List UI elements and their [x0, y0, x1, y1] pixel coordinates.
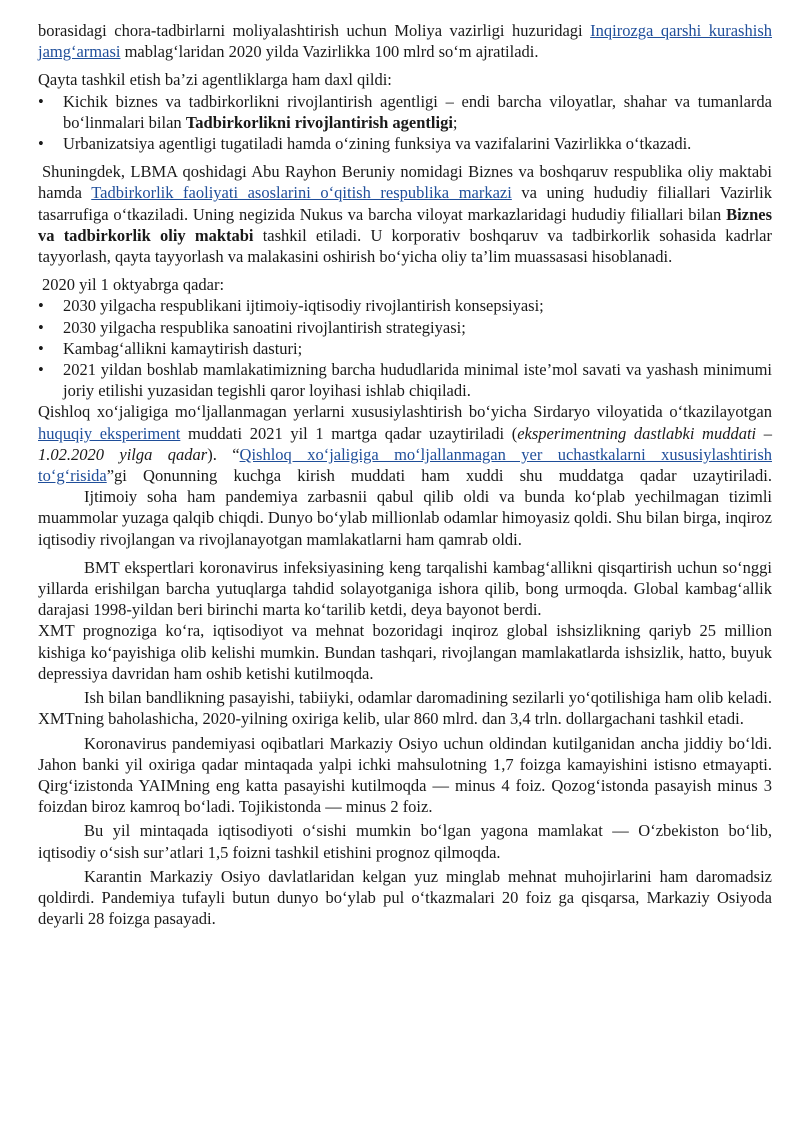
strategy-list	[38, 295, 772, 401]
paragraph-reorganization-intro: Qayta tashkil etish ba’zi agentliklarga ham daxl qildi:	[38, 70, 392, 90]
italic-text: eksperimentning dastlabki muddati – 1.02.2020 yilga qadar	[38, 423, 772, 464]
text-span: ;	[452, 112, 458, 132]
paragraph-deadline: 2020 yil 1 oktyabrga qadar:	[42, 275, 225, 295]
bullet-icon: •	[38, 338, 44, 358]
agency-list	[38, 91, 772, 155]
paragraph-un-experts: BMT ekspertlari koronavirus infeksiyasining keng tarqalishi kambag‘allikni qisqartirish uchun so‘nggi yillarda erishilgan barcha yutuqlarga tahdid solayotganiga ishora qilib, bong urmoqda. Global kambag‘allik darajasi 1998-yildan beri birinchi marta ko‘tarilib ketdi, deya bayonot berdi.	[38, 557, 772, 620]
paragraph-central-asia: Koronavirus pandemiyasi oqibatlari Markaziy Osiyo uchun oldindan kutilganidan ancha jiddiy bo‘ldi. Jahon banki yil oxiriga qadar mintaqada yalpi ichki mahsulotning 1,7 foizga kamayishini istisno etmayapti. Qirg‘izistonda YAIMning eng katta pasayishi kutilmoqda — minus 4 foiz. Qozog‘istonda pasayish minus 3 foizdan biroz kamroq bo‘ladi. Tojikistonda — minus 2 foiz.	[38, 733, 772, 817]
paragraph-social-sphere: Ijtimoiy soha ham pandemiya zarbasnii qabul qilib oldi va bunda ko‘plab yechilmagan tizimli muammolar yuzaga qalqib chiqdi. Dunyo bo‘ylab millionlab odamlar himoyasiz qoldi. Shu bilan birga, inqiroz iqtisodiy rivojlangan va rivojlanayotgan mamlakatlarni ham qamrab oldi.	[38, 487, 772, 549]
bullet-icon: •	[38, 360, 44, 380]
text-span: Urbanizatsiya agentligi tugatiladi hamda o‘zining funksiya va vazifalarini Vazirlikka o‘tkazadi.	[63, 134, 692, 154]
list-item	[38, 359, 772, 401]
paragraph-business-school	[38, 161, 772, 267]
list-item	[38, 91, 772, 133]
list-item	[38, 133, 772, 154]
text-span: va uning hududiy filiallari Vazirlik tasarrufiga o‘tkaziladi. Uning negizida Nukus va barcha viloyat markazlaridagi hududiy filiallari bilan	[38, 183, 772, 224]
text-span: muddati 2021 yil 1 martga qadar uzaytiriladi (	[180, 423, 518, 443]
list-item	[38, 295, 772, 316]
text-span: ”gi Qonunning kuchga kirish muddati ham xuddi shu muddatga qadar uzaytiriladi.	[106, 466, 772, 486]
bullet-icon: •	[38, 317, 44, 337]
link-privatization-law[interactable]: Qishloq xo‘jaligiga mo‘ljallanmagan yer uchastkalarni xususiylashtirish to‘g‘risida	[38, 444, 772, 486]
text-span: Kichik biznes va tadbirkorlikni rivojlantirish agentligi – endi barcha viloyatlar, shahar va tumanlarda bo‘linmalari bilan	[63, 91, 772, 132]
paragraph-migrants: Karantin Markaziy Osiyo davlatlaridan kelgan yuz minglab mehnat muhojirlarini ham daromadsiz qoldirdi. Pandemiya tufayli butun dunyo bo‘ylab pul o‘tkazmalari 20 foiz ga qisqarsa, Markaziy Osiyoda deyarli 28 foizga pasayadi.	[38, 866, 772, 929]
link-legal-experiment[interactable]: huquqiy eksperiment	[38, 423, 181, 443]
text-span: ). “	[207, 444, 240, 464]
text-span: 2021 yildan boshlab mamlakatimizning barcha hududlarida minimal iste’mol savati va yashash minimumi joriy etilishi yuzasidan tegishli qaror loyihasi ishlab chiqiladi.	[63, 360, 772, 401]
bold-text: Tadbirkorlikni rivojlantirish agentligi	[185, 112, 453, 132]
bullet-icon: •	[38, 296, 44, 316]
text-span: 2030 yilgacha respublikani ijtimoiy-iqtisodiy rivojlantirish konsepsiyasi;	[63, 296, 544, 316]
paragraph-ilo-forecast: XMT prognoziga ko‘ra, iqtisodiyot va mehnat bozoridagi inqiroz global ishsizlikning qariyb 25 million kishiga ko‘payishiga olib kelishi mumkin. Bundan tashqari, rivojlangan mamlakatlarda ishsizlik, hatto, buyuk depressiya davridan ham oshib ketishi kutilmoqda.	[38, 621, 772, 683]
bullet-icon: •	[38, 91, 44, 111]
list-item	[38, 317, 772, 338]
text-span: tashkil etiladi. U korporativ boshqaruv va tadbirkorlik sohasida kadrlar tayyorlash, qayta tayyorlash va malakasini oshirish bo‘yicha oliy ta’lim muassasasi hisoblanadi.	[38, 225, 772, 267]
paragraph-funding	[38, 20, 772, 62]
paragraph-experiment	[38, 401, 772, 486]
paragraph-uzbekistan-growth: Bu yil mintaqada iqtisodiyoti o‘sishi mumkin bo‘lgan yagona mamlakat — O‘zbekiston bo‘lib, iqtisodiy o‘sish sur’atlari 1,5 foizni tashkil etishini prognoz qilmoqda.	[38, 821, 772, 862]
bold-text: Biznes va tadbirkorlik oliy maktabi	[38, 204, 772, 245]
document-page	[38, 20, 772, 929]
text-span: Kambag‘allikni kamaytirish dasturi;	[63, 338, 303, 358]
link-anti-crisis-fund[interactable]: Inqirozga qarshi kurashish jamg‘armasi	[38, 21, 772, 62]
text-span: Shuningdek, LBMA qoshidagi Abu Rayhon Beruniy nomidagi Biznes va boshqaruv respublika oliy maktabi hamda	[38, 162, 772, 203]
text-span: mablag‘laridan 2020 yilda Vazirlikka 100 mlrd so‘m ajratiladi.	[120, 42, 539, 62]
link-entrepreneurship-center[interactable]: Tadbirkorlik faoliyati asoslarini o‘qitish respublika markazi	[91, 183, 512, 203]
text-span: borasidagi chora-tadbirlarni moliyalashtirish uchun Moliya vazirligi huzuridagi	[38, 21, 591, 40]
text-span: 2030 yilgacha respublika sanoatini rivojlantirish strategiyasi;	[63, 317, 466, 337]
text-span: Qishloq xo‘jaligiga mo‘ljallanmagan yerlarni xususiylashtirish bo‘yicha Sirdaryo viloyatida o‘tkazilayotgan	[38, 402, 772, 422]
bullet-icon: •	[38, 134, 44, 154]
paragraph-employment: Ish bilan bandlikning pasayishi, tabiiyki, odamlar daromadining sezilarli yo‘qotilishiga ham olib keladi. XMTning baholashicha, 2020-yilning oxiriga kelib, ular 860 mlrd. dan 3,4 trln. dollargachani tashkil etadi.	[38, 688, 772, 729]
list-item	[38, 338, 772, 359]
